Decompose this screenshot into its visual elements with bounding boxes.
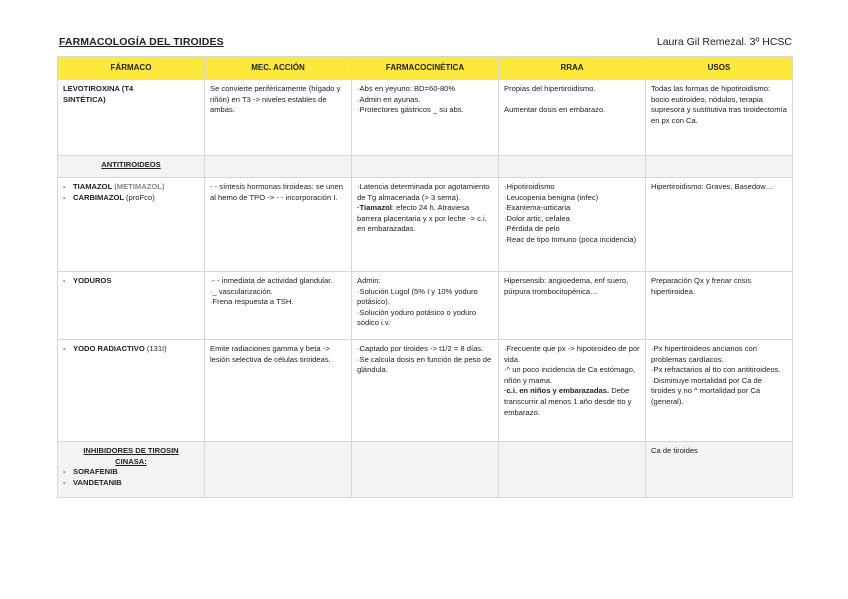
list-item: ·Captado por tiroides -> t1/2 = 8 días. (357, 344, 484, 353)
drug-line: - YODUROS (63, 276, 112, 285)
drug-cell (58, 442, 205, 498)
list-item: ·Abs en yeyuno: BD=60-80% (357, 84, 456, 93)
header-farmaco: FÁRMACO (58, 57, 205, 80)
pk-cell (352, 272, 499, 340)
list-item: ·Admin en ayunas. (357, 94, 421, 104)
list-item: ·Reac de tipo Inmuno (poca incidencia) (504, 234, 637, 244)
rraa-cell: Hipersensib: angioedema, enf suero, púrpura trombocitopénica… (499, 272, 646, 340)
header-farmacocinetica: FARMACOCINÉTICA (352, 57, 499, 80)
list-item: ·Exantema-urticaria (504, 203, 571, 213)
list-item: ·Dolor artic, cefalea (504, 213, 570, 223)
drug-cell (58, 178, 205, 272)
header-rraa: RRAA (499, 57, 646, 80)
author-label: Laura Gil Remezal. 3º HCSC (656, 36, 792, 48)
table-row (58, 80, 793, 156)
list-item: ·Leucopenia benigna (infec) (504, 192, 599, 202)
list-item: ·Px hipertiroideos ancianos con problemas cardíacos. (651, 344, 757, 364)
drug-alt-name: (proFco) (126, 192, 155, 202)
section-title-antitiroideos: ANTITIROIDEOS (58, 156, 205, 178)
mec-cell: - - síntesis hormonas tiroideas: se unen al hemo de TPO -> - - incorporación I. (205, 178, 352, 272)
drug-line: - SORAFENIB (63, 467, 118, 477)
usos-cell (646, 340, 793, 442)
list-item: ·Solución yoduro potásico o yoduro sódico i.v. (357, 307, 477, 328)
table-header-row (58, 57, 793, 80)
usos-cell: Ca de tiroides (646, 442, 793, 498)
drug-cell (58, 272, 205, 340)
section-title-inhibidores-cont: CINASA: (115, 456, 147, 466)
empty-cell (646, 156, 793, 178)
section-row (58, 156, 793, 178)
list-item: ·c.i. en niños y embarazadas. Debe transcurrir al menos 1 año desde tto y embarazo. (504, 386, 632, 417)
list-item: ·^ un poco incidencia de Ca estómago, riñón y mama. (504, 365, 636, 385)
pk-cell (352, 340, 499, 442)
list-item: ·Protectores gástricos _ su abs. (357, 105, 464, 115)
drug-cell (58, 80, 205, 156)
list-item: ·Latencia determinada por agotamiento de Tg almacenada (> 3 sema). (357, 182, 490, 202)
drug-line: - TIAMAZOL (METIMAZOL) (63, 182, 165, 191)
page-title: FARMACOLOGÍA DEL TIROIDES (59, 36, 224, 48)
pk-cell (352, 80, 499, 156)
drug-alt-name: (131I) (146, 344, 167, 353)
list-item: Propias del hipertiroidismo. (504, 84, 596, 93)
list-item: ·Disminuye mortalidad por Ca de tiroides y no ^ mortalidad por Ca (general). (651, 375, 762, 406)
empty-cell (499, 156, 646, 178)
list-item: ·Frena respuesta a TSH. (210, 297, 294, 307)
list-item: Aumentar dosis en embarazo. (504, 104, 606, 114)
mec-cell: Se convierte periféricamente (hígado y riñón) en T3 -> niveles estables de ambas. (205, 80, 352, 156)
empty-cell (499, 442, 646, 498)
pharmacology-table (57, 56, 793, 498)
empty-cell (352, 156, 499, 178)
drug-name-cont: SINTÉTICA) (63, 94, 106, 104)
drug-line: - VANDETANIB (63, 477, 122, 487)
drug-name: YODUROS (73, 276, 112, 285)
list-item: ·Solución Lugol (5% I y 10% yoduro potásico). (357, 286, 478, 307)
rraa-cell (499, 178, 646, 272)
drug-name: VANDETANIB (73, 477, 122, 487)
pk-label: Admin: (357, 276, 381, 285)
list-item: ·Tiamazol: efecto 24 h. Atraviesa barrera placentaria y x por leche -> c.i. en embarazadas. (357, 203, 487, 234)
drug-name: CARBIMAZOL (73, 192, 124, 202)
rraa-cell (499, 80, 646, 156)
rraa-cell (499, 340, 646, 442)
mec-cell: Emite radiaciones gamma y beta -> lesión selectiva de células tiroideas. (205, 340, 352, 442)
header-mec-accion: MEC. ACCIÓN (205, 57, 352, 80)
mec-cell (205, 272, 352, 340)
drug-line: - YODO RADIACTIVO (131I) (63, 344, 167, 353)
usos-cell: Todas las formas de hipotiroidismo: bocio eutiroideo, nódulos, terapia supresora y sustitutiva tras tiroidectomía en px con Ca. (646, 80, 793, 156)
table-row (58, 178, 793, 272)
drug-line: - CARBIMAZOL (proFco) (63, 192, 155, 202)
pk-cell (352, 178, 499, 272)
section-row (58, 442, 793, 498)
empty-cell (205, 442, 352, 498)
drug-name: TIAMAZOL (73, 182, 113, 191)
usos-cell: Hipertiroidismo: Graves, Basedow… (646, 178, 793, 272)
list-item: ·Hipotiroidismo (504, 182, 555, 191)
drug-name: LEVOTIROXINA (T4 (63, 84, 134, 93)
empty-cell (205, 156, 352, 178)
drug-name: YODO RADIACTIVO (73, 344, 145, 353)
drug-name: SORAFENIB (73, 467, 118, 477)
empty-cell (352, 442, 499, 498)
drug-cell (58, 340, 205, 442)
table-row (58, 272, 793, 340)
table-row (58, 340, 793, 442)
list-item: ·Se calcula dosis en función de peso de glándula. (357, 354, 492, 375)
list-item: ·Px refractarios al tto con antitiroideos. (651, 365, 781, 375)
usos-cell: Preparación Qx y frenar crisis hipertiroidea. (646, 272, 793, 340)
list-item: ·_ vascularización. (210, 286, 273, 296)
drug-alt-name: (METIMAZOL) (114, 182, 165, 191)
list-item: ·- - inmediata de actividad glandular. (210, 276, 333, 285)
list-item: ·Frecuente que px -> hipotiroideo de por vida. (504, 344, 640, 364)
header-usos: USOS (646, 57, 793, 80)
list-item: ·Pérdida de pelo (504, 224, 560, 234)
section-title-inhibidores: INHIBIDORES DE TIROSIN (83, 446, 179, 455)
